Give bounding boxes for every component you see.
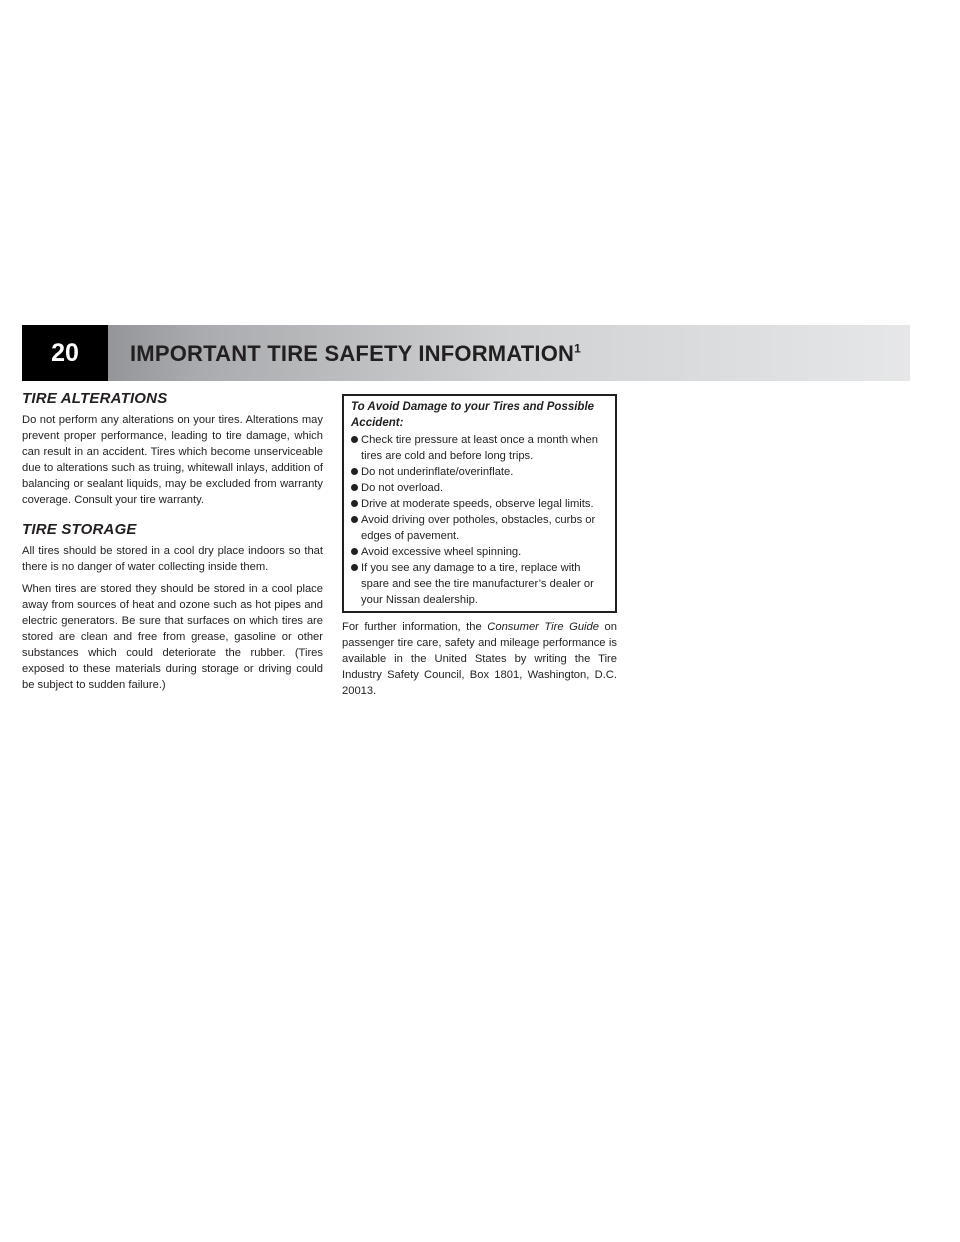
- warning-box: [342, 394, 617, 613]
- tire-storage-heading: TIRE STORAGE: [22, 521, 137, 538]
- warning-title: To Avoid Damage to your Tires and Possible Accident:: [351, 401, 595, 429]
- further-info-paragraph: [342, 619, 617, 699]
- tire-alterations-body: Do not perform any alterations on your tires. Alterations may prevent proper performance, leading to tire damage, which can result in an accident. Tires which become unserviceable due to alterations such as truing, whitewall inlays, addition of balancing or sealant liquids, may be excluded from warranty coverage. Consult your tire warranty.: [22, 414, 323, 506]
- warning-item: Check tire pressure at least once a month when tires are cold and before long trips.: [351, 432, 609, 464]
- warning-item: If you see any damage to a tire, replace with spare and see the tire manufacturer’s dealer or your Nissan dealership.: [351, 560, 609, 608]
- warning-item: Avoid excessive wheel spinning.: [351, 544, 609, 560]
- warning-item: Avoid driving over potholes, obstacles, curbs or edges of pavement.: [351, 512, 609, 544]
- warning-item: Do not overload.: [351, 480, 609, 496]
- warning-item: Do not underinflate/overinflate.: [351, 464, 609, 480]
- page-header: [22, 325, 910, 381]
- footnote-marker: 1: [574, 341, 582, 356]
- page-title: [130, 325, 581, 381]
- consumer-tire-guide-title: Consumer Tire Guide: [487, 621, 599, 633]
- warning-item: Drive at moderate speeds, observe legal limits.: [351, 496, 609, 512]
- left-column: [22, 390, 323, 699]
- further-info-suffix: on passenger tire care, safety and mileage performance is available in the United States by writing the Tire Industry Safety Council, Box 1801, Washington, D.C. 20013.: [342, 621, 617, 697]
- page-title-text: IMPORTANT TIRE SAFETY INFORMATION: [130, 341, 575, 366]
- tire-storage-para-2: When tires are stored they should be stored in a cool place away from sources of heat and ozone such as hot pipes and electric generators. Be sure that surfaces on which tires are stored are clean and free from grease, gasoline or other substances which could deteriorate the rubber. (Tires exposed to these materials during storage or driving could be subject to sudden failure.): [22, 583, 323, 691]
- middle-column: [342, 394, 617, 705]
- tire-storage-para-1: All tires should be stored in a cool dry place indoors so that there is no danger of water collecting inside them.: [22, 545, 323, 573]
- further-info-prefix: For further information, the: [342, 621, 482, 633]
- tire-alterations-heading: TIRE ALTERATIONS: [22, 390, 168, 407]
- page-number: 20: [22, 325, 108, 381]
